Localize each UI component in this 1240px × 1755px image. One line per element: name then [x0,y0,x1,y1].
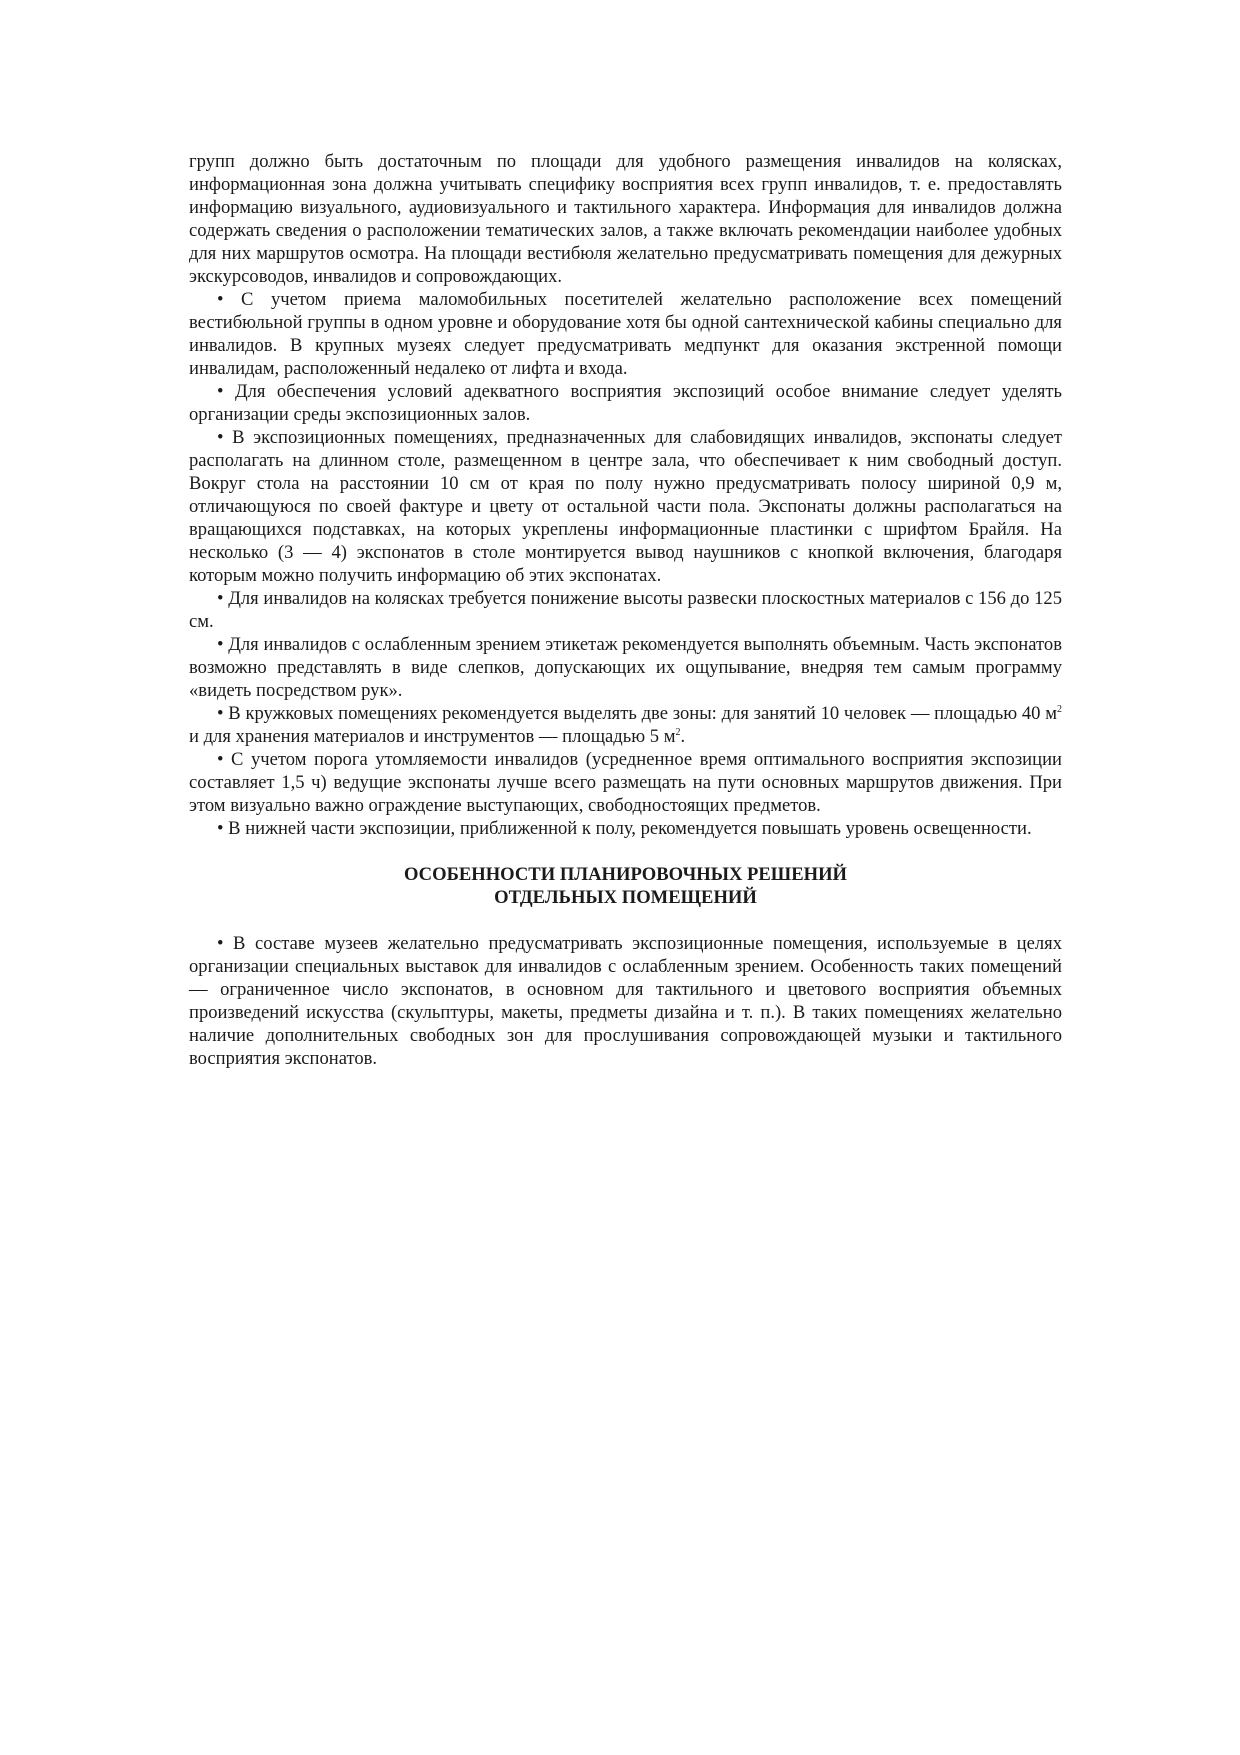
superscript-2: 2 [1057,703,1062,715]
paragraph-wheelchair-height: • Для инвалидов на колясках требуется понижение высоты развески плоскостных материалов с 156 до 125 см. [189,588,1062,632]
paragraph-lighting: • В нижней части экспозиции, приближенной к полу, рекомендуется повышать уровень освещенности. [217,818,1032,839]
superscript-2: 2 [675,726,681,738]
paragraph-hobby-rooms [189,702,1062,748]
section-heading-line2: ОТДЕЛЬНЫХ ПОМЕЩЕНИЙ [494,887,757,908]
paragraph-special-exhibitions: • В составе музеев желательно предусматривать экспозиционные помещения, используемые в целях организации специальных выставок для инвалидов с ослабленным зрением. Особенность таких помещений — ограниченное число экспонатов, в основном для тактильного и цветового восприятия объемных произведений искусства (скульптуры, макеты, предметы дизайна и т. п.). В таких помещениях желательно наличие дополнительных свободных зон для прослушивания сопровождающей музыки и тактильного восприятия экспонатов. [189,933,1062,1069]
paragraph-labels-volumetric: • Для инвалидов с ослабленным зрением этикетаж рекомендуется выполнять объемным. Часть экспонатов возможно представлять в виде слепков, допускающих их ощупывание, внедряя тем самым программу «видеть посредством рук». [189,634,1062,701]
heading-spacer [189,909,1062,932]
hobby-text-part2: и для хранения материалов и инструментов — площадью 5 м [189,726,676,747]
paragraph-vestibule-group: • С учетом приема маломобильных посетителей желательно расположение всех помещений вестибюльной группы в одном уровне и оборудование хотя бы одной сантехнической кабины специально для инвалидов. В крупных музеях следует предусматривать медпункт для оказания экстренной помощи инвалидам, расположенный недалеко от лифта и входа. [189,289,1062,379]
paragraph-continuation: групп должно быть достаточным по площади для удобного размещения инвалидов на колясках, информационная зона должна учитывать специфику восприятия всех групп инвалидов, т. е. предоставлять информацию визуального, аудиовизуального и тактильного характера. Информация для инвалидов должна содержать сведения о расположении тематических залов, а также включать рекомендации наиболее удобных для них маршрутов осмотра. На площади вестибюля желательно предусматривать помещения для дежурных экскурсоводов, инвалидов и сопровождающих. [189,151,1062,287]
paragraph-low-vision-rooms: • В экспозиционных помещениях, предназначенных для слабовидящих инвалидов, экспонаты следует располагать на длинном столе, размещенном в центре зала, что обеспечивает к ним свободный доступ. Вокруг стола на расстоянии 10 см от края по полу нужно предусматривать полосу шириной 0,9 м, отличающуюся по своей фактуре и цвету от остальной части пола. Экспонаты должны располагаться на вращающихся подставках, на которых укреплены информационные пластинки с шрифтом Брайля. На несколько (3 — 4) экспонатов в столе монтируется вывод наушников с кнопкой включения, благодаря которым можно получить информацию об этих экспонатах. [189,427,1062,586]
document-page [189,150,1062,1070]
paragraph-exposition-perception: • Для обеспечения условий адекватного восприятия экспозиций особое внимание следует уделять организации среды экспозиционных залов. [189,381,1062,425]
hobby-text-part3: . [680,726,686,747]
paragraph-fatigue-threshold: • С учетом порога утомляемости инвалидов (усредненное время оптимального восприятия экспозиции составляет 1,5 ч) ведущие экспонаты лучше всего размещать на пути основных маршрутов движения. При этом визуально важно ограждение выступающих, свободностоящих предметов. [189,749,1062,816]
section-heading [189,863,1062,909]
section-heading-line1: ОСОБЕННОСТИ ПЛАНИРОВОЧНЫХ РЕШЕНИЙ [403,864,848,885]
hobby-text-part1: • В кружковых помещениях рекомендуется выделять две зоны: для занятий 10 человек — площадью 40 м [217,703,1057,724]
